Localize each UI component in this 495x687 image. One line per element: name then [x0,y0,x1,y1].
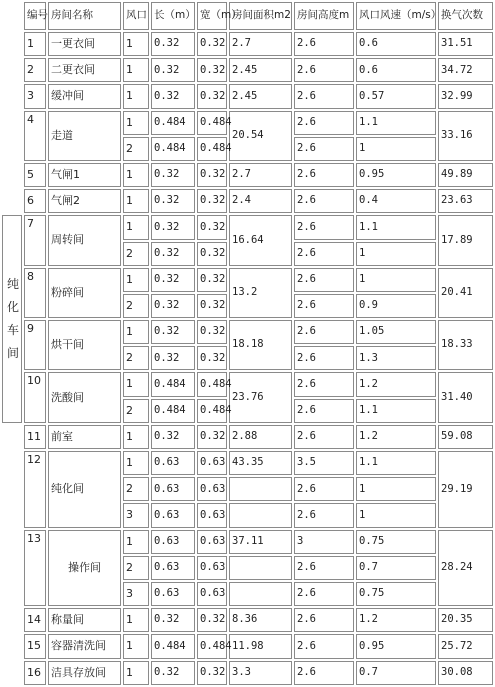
vent-length: 0.32 [151,294,195,318]
vent-number: 2 [123,477,149,501]
air-changes: 59.08 [438,425,493,449]
room-name: 一更衣间 [48,32,121,56]
group-spacer [2,608,22,632]
vent-width: 0.63 [197,503,227,527]
room-height: 3.5 [294,451,354,475]
room-height: 2.6 [294,294,354,318]
air-changes: 25.72 [438,634,493,658]
vent-width: 0.63 [197,582,227,606]
vent-width: 0.32 [197,32,227,56]
room-name: 气闸1 [48,163,121,187]
table-row [2,372,493,396]
room-name: 烘干间 [48,320,121,370]
vent-velocity: 0.7 [356,556,436,580]
vent-number: 1 [123,530,149,554]
group-spacer [2,425,22,449]
room-height: 2.6 [294,634,354,658]
room-area: 43.35 [229,451,292,475]
vent-number: 1 [123,84,149,108]
vent-length: 0.63 [151,582,195,606]
vent-velocity: 1.1 [356,215,436,239]
vent-width: 0.32 [197,268,227,292]
table-row [2,32,493,56]
vent-number: 1 [123,661,149,685]
room-height: 2.6 [294,582,354,606]
header-width: 宽（m） [197,2,227,30]
room-number: 6 [24,189,46,213]
vent-velocity: 1.2 [356,608,436,632]
vent-velocity: 0.95 [356,163,436,187]
vent-velocity: 1 [356,503,436,527]
room-area: 11.98 [229,634,292,658]
room-height: 2.6 [294,189,354,213]
vent-number: 1 [123,163,149,187]
vent-width: 0.32 [197,189,227,213]
vent-velocity: 0.4 [356,189,436,213]
vent-width: 0.32 [197,294,227,318]
group-spacer [2,32,22,56]
vent-velocity: 1.1 [356,111,436,135]
room-height: 2.6 [294,111,354,135]
vent-velocity: 0.75 [356,530,436,554]
vent-width: 0.63 [197,451,227,475]
header-velocity: 风口风速（m/s） [356,2,436,30]
room-area: 20.54 [229,111,292,161]
vent-number: 2 [123,556,149,580]
vent-length: 0.32 [151,425,195,449]
room-area-empty [229,503,292,527]
vent-width: 0.484 [197,634,227,658]
room-number: 14 [24,608,46,632]
vent-velocity: 1.2 [356,372,436,396]
vent-length: 0.32 [151,268,195,292]
vent-number: 3 [123,503,149,527]
vent-width: 0.484 [197,399,227,423]
vent-velocity: 0.6 [356,32,436,56]
header-ach: 换气次数 [438,2,493,30]
room-height: 2.6 [294,58,354,82]
group-spacer [2,451,22,528]
room-name: 缓冲间 [48,84,121,108]
room-number: 15 [24,634,46,658]
room-number: 11 [24,425,46,449]
vent-velocity: 1.3 [356,346,436,370]
vent-velocity: 1.1 [356,399,436,423]
air-changes: 34.72 [438,58,493,82]
vent-velocity: 0.57 [356,84,436,108]
room-name: 称量间 [48,608,121,632]
vent-velocity: 1 [356,242,436,266]
room-height: 2.6 [294,608,354,632]
vent-velocity: 1 [356,477,436,501]
vent-number: 3 [123,582,149,606]
table-row [2,215,493,239]
room-name: 走道 [48,111,121,161]
room-height: 2.6 [294,320,354,344]
vent-number: 1 [123,320,149,344]
room-area: 13.2 [229,268,292,318]
vent-velocity: 1.05 [356,320,436,344]
group-spacer [2,634,22,658]
room-name: 二更衣间 [48,58,121,82]
vent-length: 0.63 [151,530,195,554]
room-height: 2.6 [294,242,354,266]
vent-width: 0.484 [197,111,227,135]
vent-length: 0.63 [151,451,195,475]
room-area: 2.7 [229,32,292,56]
vent-width: 0.32 [197,346,227,370]
table-row [2,189,493,213]
room-area: 2.88 [229,425,292,449]
table-row [2,661,493,685]
vent-length: 0.484 [151,634,195,658]
vent-number: 2 [123,294,149,318]
table-row [2,58,493,82]
room-height: 2.6 [294,84,354,108]
vent-width: 0.32 [197,320,227,344]
vent-length: 0.484 [151,399,195,423]
vent-velocity: 1.2 [356,425,436,449]
group-spacer [2,111,22,161]
air-changes: 17.89 [438,215,493,265]
room-height: 2.6 [294,503,354,527]
group-label [2,215,22,423]
air-changes: 30.08 [438,661,493,685]
vent-width: 0.32 [197,215,227,239]
room-name: 洁具存放间 [48,661,121,685]
room-area: 2.7 [229,163,292,187]
vent-width: 0.484 [197,372,227,396]
room-height: 2.6 [294,268,354,292]
room-number: 8 [24,268,46,318]
vent-width: 0.63 [197,530,227,554]
room-area: 8.36 [229,608,292,632]
air-changes: 28.24 [438,530,493,607]
table-row [2,608,493,632]
vent-length: 0.63 [151,556,195,580]
room-number: 4 [24,111,46,161]
room-name: 纯化间 [48,451,121,528]
group-label-char: 化 [6,299,19,314]
room-height: 2.6 [294,215,354,239]
header-length: 长（m） [151,2,195,30]
vent-number: 2 [123,137,149,161]
room-height: 2.6 [294,346,354,370]
table-row [2,530,493,554]
vent-velocity: 0.75 [356,582,436,606]
room-area: 37.11 [229,530,292,554]
vent-length: 0.484 [151,111,195,135]
room-name: 粉碎间 [48,268,121,318]
vent-number: 2 [123,242,149,266]
group-spacer [2,84,22,108]
room-name: 前室 [48,425,121,449]
room-number: 2 [24,58,46,82]
group-label-char: 纯 [6,276,19,291]
room-number: 1 [24,32,46,56]
vent-length: 0.32 [151,189,195,213]
air-changes: 33.16 [438,111,493,161]
room-height: 2.6 [294,425,354,449]
vent-length: 0.63 [151,477,195,501]
vent-length: 0.32 [151,242,195,266]
vent-number: 2 [123,346,149,370]
room-number: 5 [24,163,46,187]
room-height: 2.6 [294,163,354,187]
vent-number: 1 [123,634,149,658]
group-spacer [2,189,22,213]
air-changes: 29.19 [438,451,493,528]
vent-number: 1 [123,451,149,475]
vent-number: 1 [123,268,149,292]
header-area: 房间面积m2 [229,2,292,30]
header-spacer [2,2,22,30]
room-area: 2.45 [229,58,292,82]
room-area-empty [229,477,292,501]
vent-width: 0.484 [197,137,227,161]
room-height: 2.6 [294,372,354,396]
vent-velocity: 1 [356,137,436,161]
room-name: 周转间 [48,215,121,265]
room-height: 2.6 [294,477,354,501]
vent-width: 0.32 [197,163,227,187]
room-number: 9 [24,320,46,370]
vent-velocity: 1.1 [356,451,436,475]
air-changes: 31.51 [438,32,493,56]
air-changes: 18.33 [438,320,493,370]
room-number: 3 [24,84,46,108]
room-area: 18.18 [229,320,292,370]
room-height: 2.6 [294,399,354,423]
table-row [2,320,493,344]
room-area: 16.64 [229,215,292,265]
vent-velocity: 0.7 [356,661,436,685]
vent-length: 0.32 [151,58,195,82]
vent-width: 0.32 [197,608,227,632]
room-height: 2.6 [294,556,354,580]
vent-velocity: 0.95 [356,634,436,658]
air-changes: 23.63 [438,189,493,213]
vent-number: 1 [123,58,149,82]
vent-length: 0.32 [151,215,195,239]
vent-length: 0.32 [151,84,195,108]
air-changes: 31.40 [438,372,493,422]
room-number: 10 [24,372,46,422]
room-name: 操作间 [48,530,121,607]
vent-width: 0.63 [197,556,227,580]
vent-width: 0.32 [197,425,227,449]
room-area: 23.76 [229,372,292,422]
vent-number: 1 [123,111,149,135]
room-name: 洗酸间 [48,372,121,422]
header-row [2,2,493,30]
vent-velocity: 0.6 [356,58,436,82]
vent-number: 2 [123,399,149,423]
vent-number: 1 [123,425,149,449]
vent-number: 1 [123,215,149,239]
room-area-empty [229,582,292,606]
table-row [2,634,493,658]
air-changes: 20.41 [438,268,493,318]
vent-length: 0.32 [151,661,195,685]
room-number: 12 [24,451,46,528]
header-room-name: 房间名称 [48,2,121,30]
room-area-empty [229,556,292,580]
room-number: 7 [24,215,46,265]
vent-length: 0.32 [151,346,195,370]
header-no: 编号 [24,2,46,30]
header-height: 房间高度m [294,2,354,30]
vent-number: 1 [123,608,149,632]
air-changes: 32.99 [438,84,493,108]
vent-number: 1 [123,189,149,213]
vent-length: 0.32 [151,163,195,187]
room-height: 2.6 [294,661,354,685]
vent-length: 0.32 [151,32,195,56]
vent-length: 0.484 [151,372,195,396]
group-spacer [2,661,22,685]
room-area: 3.3 [229,661,292,685]
vent-width: 0.32 [197,58,227,82]
room-height: 2.6 [294,137,354,161]
vent-width: 0.32 [197,84,227,108]
air-changes: 49.89 [438,163,493,187]
table-row [2,111,493,135]
table-row [2,163,493,187]
group-spacer [2,58,22,82]
group-spacer [2,530,22,607]
room-height: 2.6 [294,32,354,56]
table-row [2,425,493,449]
vent-velocity: 0.9 [356,294,436,318]
table-row [2,84,493,108]
vent-length: 0.63 [151,503,195,527]
vent-length: 0.32 [151,320,195,344]
vent-number: 1 [123,32,149,56]
room-name: 容器清洗间 [48,634,121,658]
room-number: 16 [24,661,46,685]
vent-velocity: 1 [356,268,436,292]
table-row [2,268,493,292]
group-spacer [2,163,22,187]
vent-width: 0.32 [197,242,227,266]
room-height: 3 [294,530,354,554]
room-area: 2.4 [229,189,292,213]
vent-width: 0.32 [197,661,227,685]
group-label-char: 车 [6,323,19,338]
table-row [2,451,493,475]
header-vent: 风口 [123,2,149,30]
vent-length: 0.484 [151,137,195,161]
vent-width: 0.63 [197,477,227,501]
room-area: 2.45 [229,84,292,108]
room-number: 13 [24,530,46,607]
room-name: 气闸2 [48,189,121,213]
vent-number: 1 [123,372,149,396]
group-label-char: 间 [6,346,19,361]
air-changes: 20.35 [438,608,493,632]
vent-length: 0.32 [151,608,195,632]
